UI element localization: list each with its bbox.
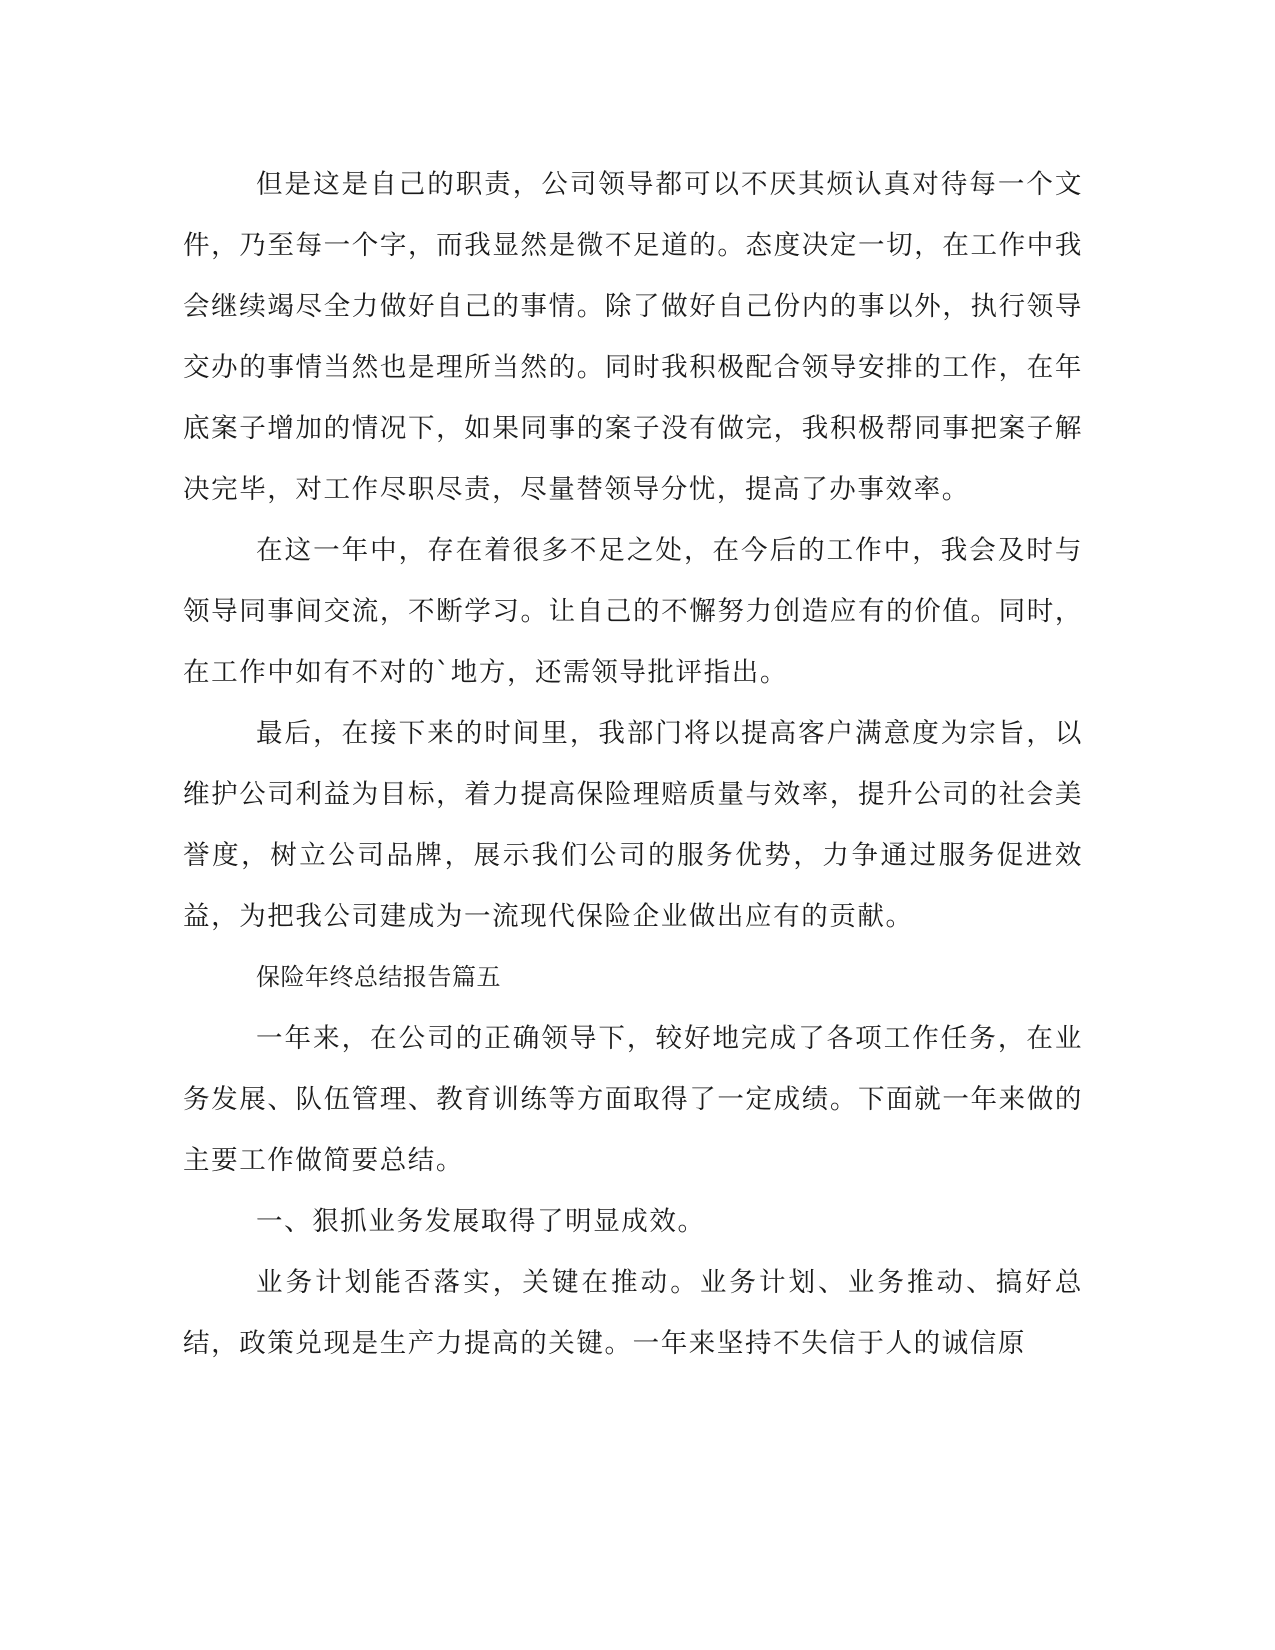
section-heading: 保险年终总结报告篇五 bbox=[256, 963, 501, 991]
paragraph-conclusion: 最后，在接下来的时间里，我部门将以提高客户满意度为宗旨，以维护公司利益为目标，着力提高保险理赔质量与效率，提升公司的社会美誉度，树立公司品牌，展示我们公司的服务优势，力争通过服务促进效益，为把我公司建成为一流现代保险企业做出应有的贡献。 bbox=[183, 718, 1083, 932]
paragraph-intro: 一年来，在公司的正确领导下，较好地完成了各项工作任务，在业务发展、队伍管理、教育训练等方面取得了一定成绩。下面就一年来做的主要工作做简要总结。 bbox=[183, 1023, 1083, 1176]
document-body bbox=[183, 154, 1083, 1374]
paragraph-point-one: 一、狠抓业务发展取得了明显成效。 bbox=[256, 1206, 706, 1237]
paragraph-shortcomings: 在这一年中，存在着很多不足之处，在今后的工作中，我会及时与领导同事间交流，不断学习。让自己的不懈努力创造应有的价值。同时，在工作中如有不对的`地方，还需领导批评指出。 bbox=[183, 535, 1083, 688]
paragraph-business-plan: 业务计划能否落实，关键在推动。业务计划、业务推动、搞好总结，政策兑现是生产力提高的关键。一年来坚持不失信于人的诚信原 bbox=[183, 1267, 1083, 1359]
paragraph-duty: 但是这是自己的职责，公司领导都可以不厌其烦认真对待每一个文件，乃至每一个字，而我显然是微不足道的。态度决定一切，在工作中我会继续竭尽全力做好自己的事情。除了做好自己份内的事以外，执行领导交办的事情当然也是理所当然的。同时我积极配合领导安排的工作，在年底案子增加的情况下，如果同事的案子没有做完，我积极帮同事把案子解决完毕，对工作尽职尽责，尽量替领导分忧，提高了办事效率。 bbox=[183, 169, 1083, 505]
